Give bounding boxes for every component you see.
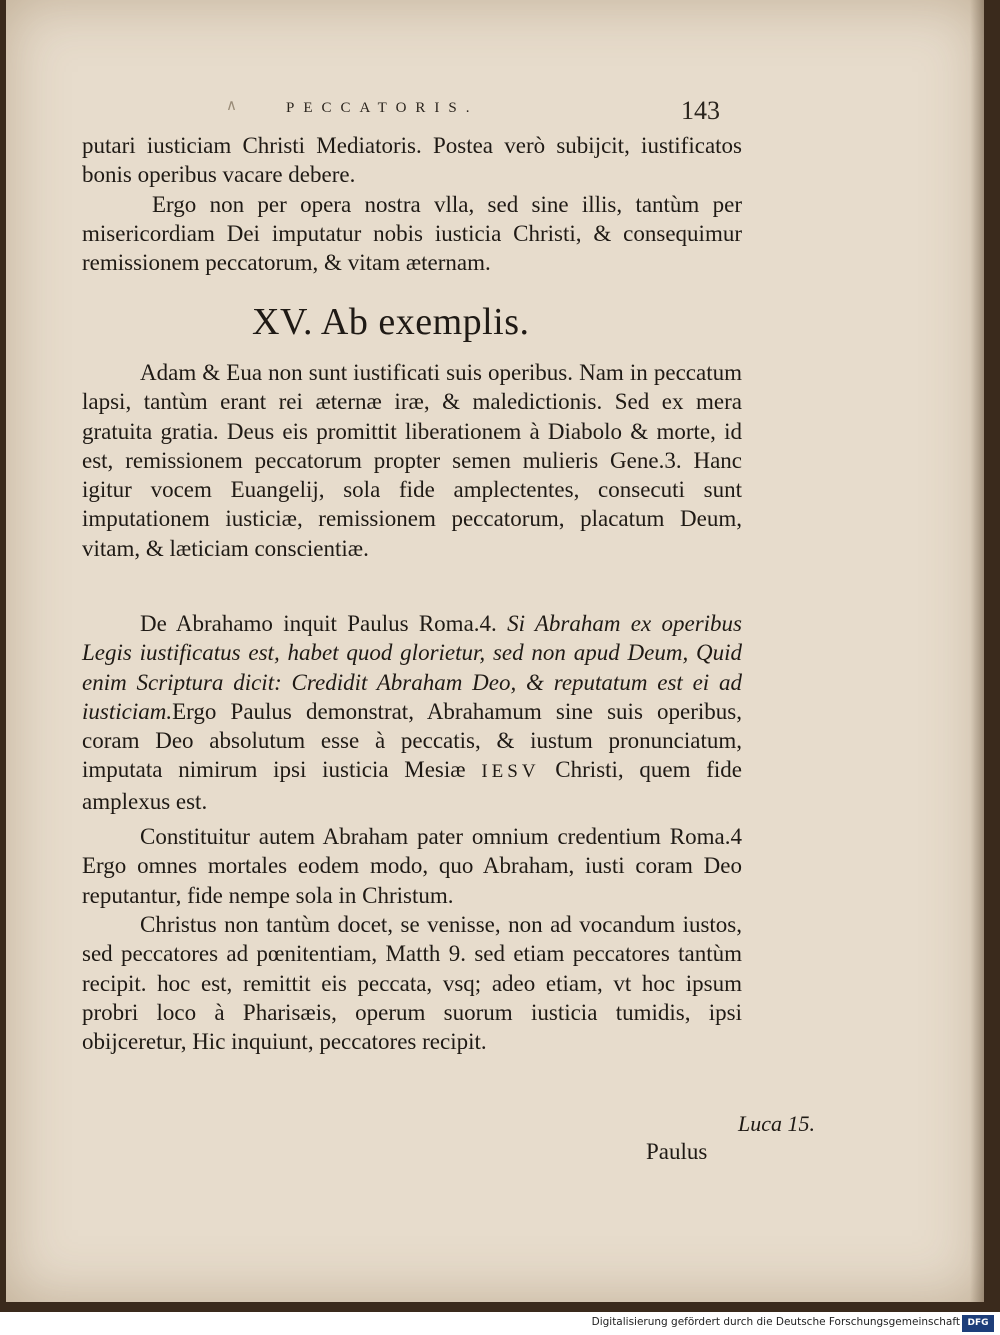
text-block-lower xyxy=(82,609,742,1056)
text-block-top xyxy=(82,131,742,277)
paragraph-4-rest: Ergo Paulus demonstrat, Abrahamum sine suis operibus, coram Deo absolutum esse à peccatis, & iustum pronunciatum, imputata nimirum ipsi iusticia Mesiæ xyxy=(82,698,742,783)
book-page xyxy=(6,0,984,1302)
paragraph-4-end: Christi, quem fide amplexus est. xyxy=(82,757,742,814)
paragraph-4-intro: De Abrahamo inquit Paulus Roma.4. xyxy=(140,611,508,636)
running-head: PECCATORIS. xyxy=(286,100,479,116)
dfg-logo-icon: DFG xyxy=(962,1315,994,1332)
text-block-middle xyxy=(82,358,742,563)
paragraph-2: Ergo non per opera nostra vlla, sed sine illis, tantùm per misericordiam Dei imputatur nobis iusticia Christi, & consequimur remissionem peccatorum, & vitam æternam. xyxy=(82,191,742,276)
footer-bar xyxy=(0,1312,1000,1335)
footer-credit: Digitalisierung gefördert durch die Deutsche Forschungsgemeinschaft xyxy=(591,1316,960,1328)
catchword: Paulus xyxy=(646,1139,708,1164)
paragraph-4 xyxy=(82,609,742,816)
page-number: 143 xyxy=(681,96,720,125)
paragraph-4-quote: Si Abraham ex operibus Legis iustificatus est, habet quod glorietur, sed non apud Deum, Quid enim Scriptura dicit: Credidit Abraham Deo, & reputatum est ei ad iusticiam. xyxy=(82,611,742,724)
head-ornament: ∧ xyxy=(226,96,237,114)
margin-note: Luca 15. xyxy=(738,1111,815,1136)
paragraph-4-name: IESV xyxy=(481,761,540,783)
section-heading: XV. Ab exemplis. xyxy=(252,301,530,343)
paragraph-3: Adam & Eua non sunt iustificati suis operibus. Nam in peccatum lapsi, tantùm erant rei æternæ iræ, & maledictionis. Sed ex mera gratuita gratia. Deus eis promittit liberationem à Diabolo & morte, id est, remissionem peccatorum propter semen mulieris Gene.3. Hanc igitur vocem Euangelij, sola fide amplectentes, consecuti sunt imputationem iusticiæ, remissionem peccatorum, placatum Deum, vitam, & læticiam conscientiæ. xyxy=(82,360,742,561)
paragraph-6: Christus non tantùm docet, se venisse, non ad vocandum iustos, sed peccatores ad pœnitentiam, Matth 9. sed etiam peccatores tantùm recipit. hoc est, remittit eis peccata, vsq; adeo etiam, vt hoc ipsum probri loco à Pharisæis, operum suorum iusticia tumidis, ipsi obijceretur, Hic inquiunt, peccatores recipit. xyxy=(82,911,742,1055)
paragraph-5: Constituitur autem Abraham pater omnium credentium Roma.4 Ergo omnes mortales eodem modo, quo Abraham, iusti coram Deo reputantur, fide nempe sola in Christum. xyxy=(82,824,742,908)
paragraph-1: putari iusticiam Christi Mediatoris. Postea verò subijcit, iustificatos bonis operibus vacare debere. xyxy=(82,133,742,188)
